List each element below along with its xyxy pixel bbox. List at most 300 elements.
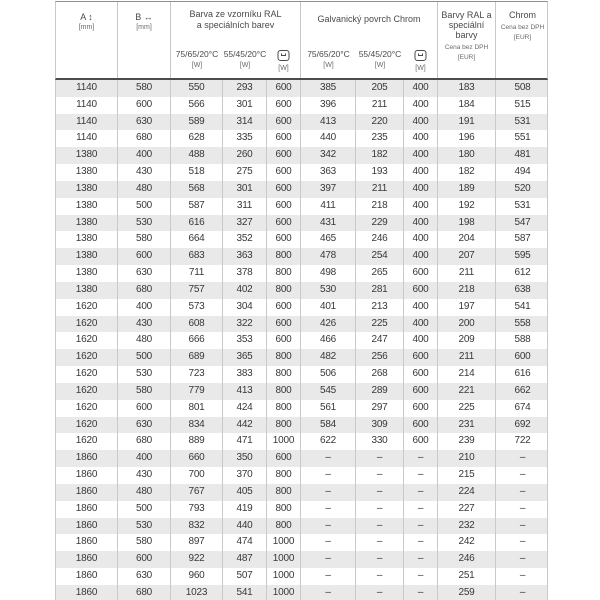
table-cell: 1380 [56,248,118,265]
table-cell: 400 [404,231,438,248]
table-cell: 1380 [56,282,118,299]
table-cell: 383 [223,366,267,383]
table-cell: 400 [404,181,438,198]
column-b-label: B [135,12,142,22]
table-cell: 531 [514,115,531,127]
table-cell: 711 [171,265,223,282]
table-cell: 265 [356,265,404,282]
table-cell: 779 [171,383,223,400]
table-row [56,248,547,265]
table-cell: 401 [301,299,356,316]
column-a-label: A [80,12,86,22]
table-cell: – [301,484,356,501]
table-cell: 600 [404,282,438,299]
column-header-height-a [56,2,118,78]
table-cell: 196 [438,130,496,147]
table-cell: 666 [171,332,223,349]
table-cell: 960 [171,568,223,585]
table-cell: 402 [223,282,267,299]
table-cell: – [404,534,438,551]
table-cell: 211 [356,97,404,114]
table-cell: 566 [171,97,223,114]
table-cell: 309 [356,417,404,434]
table-cell: 897 [171,534,223,551]
table-cell: 800 [267,248,301,265]
table-cell: 311 [223,198,267,215]
table-cell: 600 [267,181,301,198]
table-cell: 600 [514,351,531,363]
table-cell: 474 [223,534,267,551]
table-cell: 800 [267,417,301,434]
table-cell: 211 [438,349,496,366]
table-cell: 547 [514,216,531,228]
table-cell: 630 [118,114,171,131]
table-row [56,551,547,568]
table-cell: 622 [301,433,356,450]
table-cell: 530 [118,366,171,383]
table-cell: 600 [118,551,171,568]
table-cell: 589 [171,114,223,131]
table-cell: 184 [438,97,496,114]
column-header-width-b [118,2,171,78]
column-b-unit: [mm] [136,24,152,31]
table-cell: 215 [438,467,496,484]
table-cell: 411 [301,198,356,215]
table-cell: 182 [438,164,496,181]
table-cell: 400 [118,450,171,467]
table-cell: 551 [514,132,531,144]
table-cell: 660 [171,450,223,467]
table-cell: – [519,469,526,481]
table-cell: 301 [223,97,267,114]
table-cell: 1380 [56,265,118,282]
table-cell: 205 [356,80,404,97]
table-cell: 680 [118,282,171,299]
table-cell: – [404,484,438,501]
watt-unit-label: [W] [239,62,251,69]
table-row [56,450,547,467]
table-cell: 1000 [267,585,301,600]
table-row [56,501,547,518]
table-cell: 385 [301,80,356,97]
temp-regime-label: 55/45/20°C [223,49,267,59]
table-cell: 330 [356,433,404,450]
table-cell: 481 [514,149,531,161]
table-cell: 1620 [56,383,118,400]
table-cell: 211 [356,181,404,198]
table-cell: 440 [301,130,356,147]
table-row [56,130,547,147]
table-cell: – [356,551,404,568]
table-row [56,518,547,535]
table-cell: 500 [118,198,171,215]
table-cell: 193 [356,164,404,181]
table-cell: 400 [404,332,438,349]
table-cell: 1620 [56,299,118,316]
table-row [56,585,547,600]
table-cell: – [404,568,438,585]
table-row [56,433,547,450]
subheader-chrome-55-45-20 [356,42,404,78]
table-cell: 561 [301,400,356,417]
table-cell: 183 [438,80,496,97]
table-cell: 600 [267,164,301,181]
table-cell: 515 [514,98,531,110]
table-cell: 587 [514,233,531,245]
table-cell: – [404,467,438,484]
table-cell: 600 [267,231,301,248]
table-cell: 197 [438,299,496,316]
table-cell: 1860 [56,585,118,600]
table-cell: 246 [438,551,496,568]
table-cell: 600 [404,366,438,383]
table-cell: 580 [118,383,171,400]
table-cell: – [519,452,526,464]
table-cell: 600 [267,299,301,316]
table-cell: 683 [171,248,223,265]
table-cell: 600 [404,417,438,434]
table-cell: 1620 [56,417,118,434]
table-cell: 832 [171,518,223,535]
table-cell: 1860 [56,467,118,484]
table-cell: 1140 [56,130,118,147]
table-cell: 218 [356,198,404,215]
table-cell: – [356,450,404,467]
table-cell: 211 [438,265,496,282]
subheader-ral-75-65-20 [171,42,223,78]
table-cell: 400 [404,316,438,333]
table-cell: 1620 [56,349,118,366]
table-cell: 600 [267,97,301,114]
table-cell: 1380 [56,215,118,232]
table-row [56,534,547,551]
table-cell: 247 [356,332,404,349]
table-row [56,484,547,501]
table-cell: 231 [438,417,496,434]
table-cell: 480 [118,332,171,349]
table-cell: 680 [118,433,171,450]
table-cell: 662 [514,384,531,396]
table-cell: 482 [301,349,356,366]
price-note: Cena bez DPH [EUR] [444,44,489,61]
table-cell: 213 [356,299,404,316]
table-cell: 1860 [56,450,118,467]
table-cell: – [301,534,356,551]
table-cell: 268 [356,366,404,383]
table-cell: 600 [404,265,438,282]
temp-regime-label: 75/65/20°C [175,49,219,59]
table-cell: 600 [404,400,438,417]
table-cell: 487 [223,551,267,568]
table-cell: 600 [267,198,301,215]
table-cell: 225 [438,400,496,417]
table-cell: 242 [438,534,496,551]
table-cell: – [301,551,356,568]
table-cell: 225 [356,316,404,333]
table-cell: 1620 [56,433,118,450]
table-cell: 616 [514,368,531,380]
table-row [56,215,547,232]
table-row [56,332,547,349]
table-cell: 229 [356,215,404,232]
table-cell: 600 [267,332,301,349]
table-cell: 239 [438,433,496,450]
table-row [56,114,547,131]
table-cell: 600 [267,130,301,147]
table-cell: 600 [267,215,301,232]
table-cell: 630 [118,417,171,434]
column-header-price-chrome [496,2,549,78]
table-cell: 518 [171,164,223,181]
table-row [56,181,547,198]
table-cell: 235 [356,130,404,147]
table-cell: 1380 [56,181,118,198]
table-row [56,198,547,215]
table-cell: 396 [301,97,356,114]
subheader-chrome-75-65-20 [301,42,356,78]
table-cell: 700 [171,467,223,484]
watt-unit-label: [W] [374,62,386,69]
table-cell: 1860 [56,568,118,585]
table-row [56,147,547,164]
table-cell: – [301,518,356,535]
table-cell: – [356,568,404,585]
table-cell: 630 [118,568,171,585]
table-cell: 314 [223,114,267,131]
table-cell: 400 [404,130,438,147]
table-cell: 400 [404,147,438,164]
table-cell: 1023 [171,585,223,600]
price-ral-line2: speciální barvy [448,20,485,40]
table-cell: 400 [118,147,171,164]
table-cell: 207 [438,248,496,265]
table-cell: 584 [301,417,356,434]
table-header [55,1,548,80]
table-cell: 608 [171,316,223,333]
table-row [56,265,547,282]
table-body [55,80,548,600]
table-cell: 465 [301,231,356,248]
table-cell: 800 [267,467,301,484]
column-header-price-ral [438,2,496,78]
table-cell: 192 [438,198,496,215]
table-cell: – [356,585,404,600]
table-cell: 400 [404,198,438,215]
table-cell: – [404,518,438,535]
table-cell: 363 [301,164,356,181]
table-cell: – [356,484,404,501]
table-cell: 224 [438,484,496,501]
watt-unit-label: [W] [191,62,203,69]
table-cell: 800 [267,501,301,518]
table-cell: 588 [514,334,531,346]
table-cell: 573 [171,299,223,316]
table-cell: 1620 [56,400,118,417]
subheader-chrome-electric [404,42,438,78]
table-cell: 800 [267,265,301,282]
table-cell: – [404,585,438,600]
table-cell: 587 [171,198,223,215]
table-cell: 214 [438,366,496,383]
table-cell: 530 [118,215,171,232]
table-cell: 630 [118,265,171,282]
group-header-ral-colors [171,2,301,42]
table-cell: 1620 [56,332,118,349]
table-cell: 600 [267,147,301,164]
table-cell: 498 [301,265,356,282]
table-cell: 616 [171,215,223,232]
table-cell: 1000 [267,534,301,551]
watt-unit-label: [W] [323,62,334,69]
table-cell: 182 [356,147,404,164]
table-cell: 466 [301,332,356,349]
table-cell: 1620 [56,316,118,333]
table-cell: 494 [514,166,531,178]
table-cell: 500 [118,349,171,366]
table-cell: 413 [301,114,356,131]
table-cell: – [356,501,404,518]
table-cell: 580 [118,231,171,248]
table-cell: 1000 [267,568,301,585]
table-cell: 800 [267,282,301,299]
table-cell: 801 [171,400,223,417]
table-cell: 400 [404,215,438,232]
table-cell: 220 [356,114,404,131]
table-cell: 297 [356,400,404,417]
watt-unit-label: [W] [415,65,426,72]
table-row [56,80,547,97]
table-cell: 378 [223,265,267,282]
table-cell: 350 [223,450,267,467]
table-cell: 218 [438,282,496,299]
table-cell: – [404,551,438,568]
table-row [56,417,547,434]
price-chrome-label: Chrom [508,10,536,20]
vertical-arrow-icon: ↕ [88,12,93,22]
group-chrom-line1: Galvanický povrch Chrom [317,14,421,24]
table-cell: 531 [514,199,531,211]
table-cell: 198 [438,215,496,232]
table-cell: – [519,485,526,497]
table-cell: 430 [118,164,171,181]
table-cell: 259 [438,585,496,600]
table-cell: 1380 [56,147,118,164]
electric-heating-element-icon [277,49,290,62]
table-cell: 889 [171,433,223,450]
table-cell: 767 [171,484,223,501]
table-cell: 210 [438,450,496,467]
table-cell: 580 [118,80,171,97]
table-cell: 1000 [267,551,301,568]
temp-regime-label: 55/45/20°C [358,49,402,59]
table-cell: 689 [171,349,223,366]
table-cell: – [519,502,526,514]
table-cell: 520 [514,182,531,194]
table-cell: 419 [223,501,267,518]
table-cell: 322 [223,316,267,333]
table-cell: – [301,568,356,585]
table-cell: 612 [514,267,531,279]
table-cell: 289 [356,383,404,400]
table-cell: 1140 [56,80,118,97]
table-cell: 723 [171,366,223,383]
table-row [56,164,547,181]
table-cell: 1860 [56,484,118,501]
table-cell: 209 [438,332,496,349]
table-cell: 500 [118,501,171,518]
table-cell: 1380 [56,198,118,215]
table-cell: 400 [404,164,438,181]
price-note: Cena bez DPH [EUR] [500,24,545,41]
table-cell: 1860 [56,551,118,568]
table-cell: 397 [301,181,356,198]
table-cell: 600 [267,114,301,131]
column-a-unit: [mm] [78,24,95,31]
table-cell: 834 [171,417,223,434]
table-cell: 600 [118,97,171,114]
table-cell: 1860 [56,534,118,551]
table-cell: 722 [514,435,531,447]
table-cell: 692 [514,418,531,430]
table-cell: 664 [171,231,223,248]
table-cell: 304 [223,299,267,316]
table-cell: 471 [223,433,267,450]
table-cell: – [356,518,404,535]
table-cell: 530 [118,518,171,535]
table-cell: 800 [267,518,301,535]
temp-regime-label: 75/65/20°C [307,49,350,59]
table-cell: – [404,501,438,518]
table-cell: 595 [514,250,531,262]
table-cell: 600 [267,450,301,467]
table-cell: 506 [301,366,356,383]
table-cell: 246 [356,231,404,248]
table-row [56,316,547,333]
subheader-ral-55-45-20 [223,42,267,78]
table-cell: 200 [438,316,496,333]
table-cell: 180 [438,147,496,164]
table-cell: 370 [223,467,267,484]
table-row [56,97,547,114]
table-cell: 568 [171,181,223,198]
table-cell: – [356,467,404,484]
table-cell: 191 [438,114,496,131]
table-cell: 365 [223,349,267,366]
table-cell: 227 [438,501,496,518]
table-cell: 1140 [56,97,118,114]
table-row [56,383,547,400]
table-cell: 800 [267,484,301,501]
table-cell: 342 [301,147,356,164]
table-cell: 1380 [56,164,118,181]
table-cell: 545 [301,383,356,400]
table-cell: 600 [404,383,438,400]
table-cell: 301 [223,181,267,198]
electric-heating-element-icon [414,49,427,62]
table-cell: – [301,450,356,467]
table-cell: 550 [171,80,223,97]
table-cell: – [519,519,526,531]
table-cell: 600 [267,80,301,97]
table-cell: – [519,536,526,548]
table-cell: 600 [267,316,301,333]
table-cell: 680 [118,585,171,600]
radiator-spec-table [55,1,548,600]
table-row [56,400,547,417]
table-cell: 327 [223,215,267,232]
table-cell: 431 [301,215,356,232]
table-row [56,366,547,383]
